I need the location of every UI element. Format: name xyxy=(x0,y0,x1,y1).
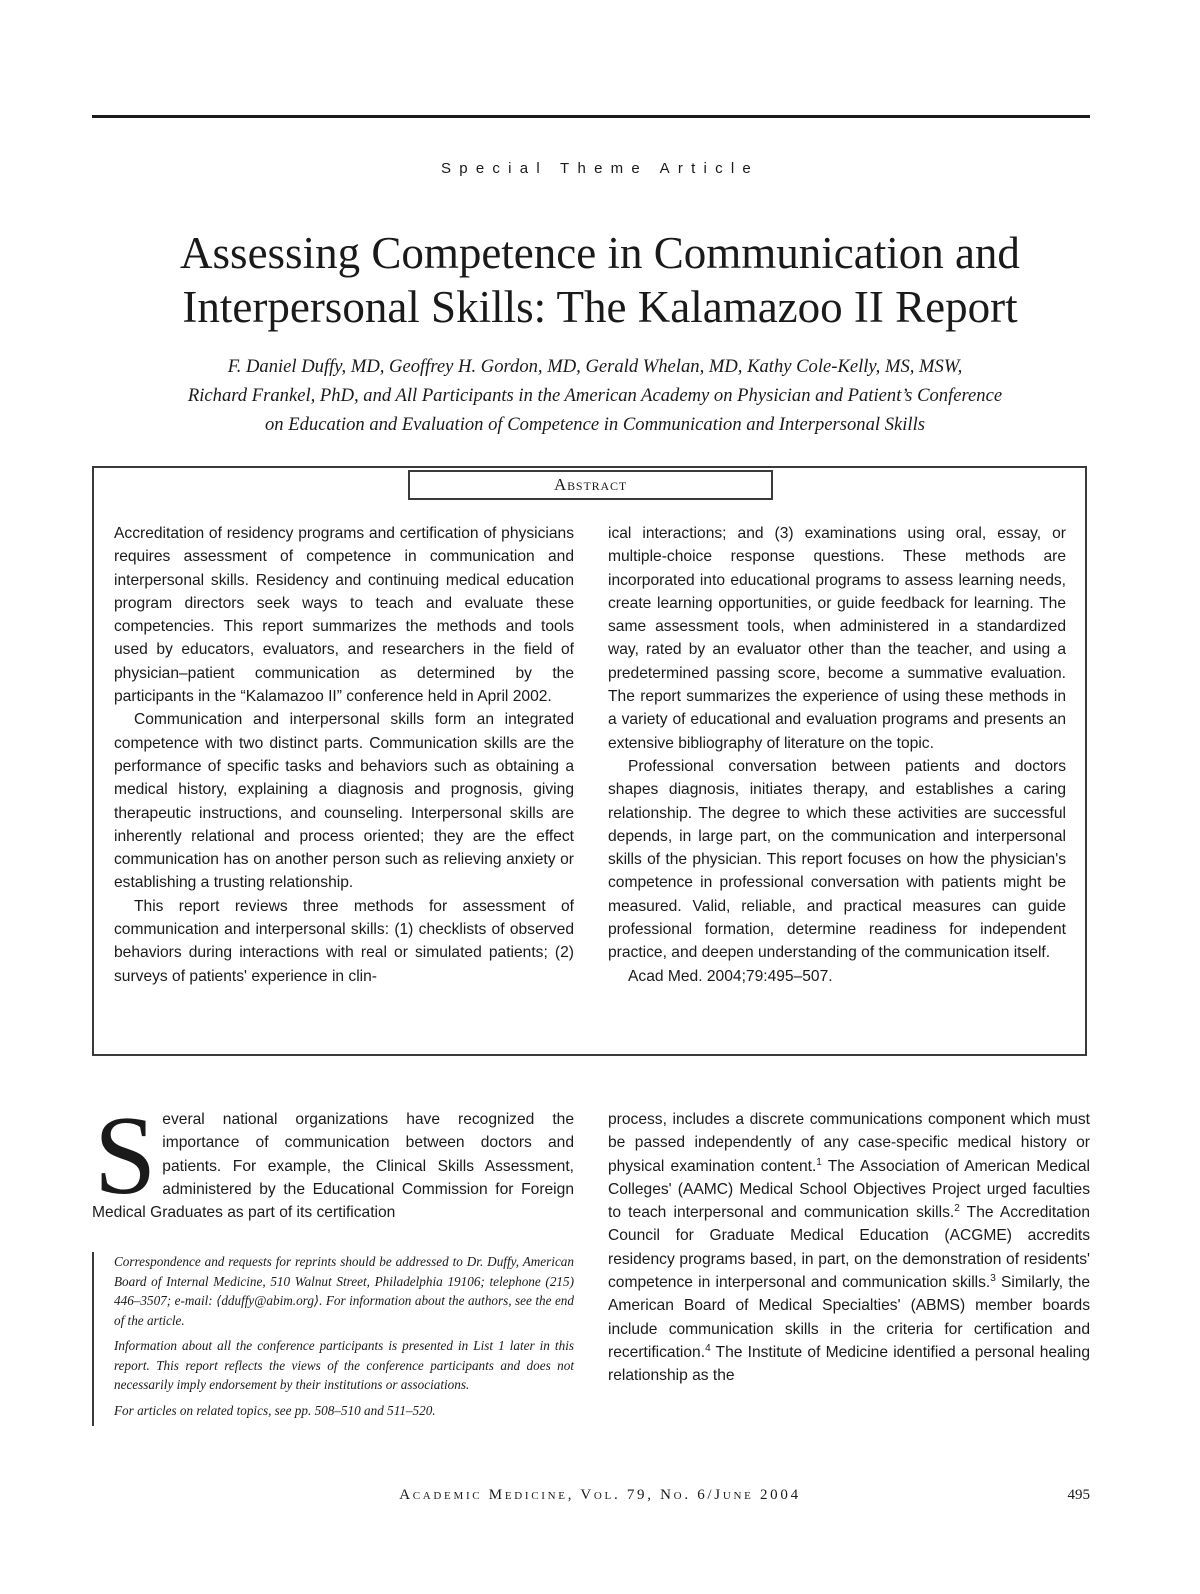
author-list xyxy=(80,352,1110,439)
abstract-left-column xyxy=(114,522,574,988)
reference-marker: 2 xyxy=(954,1203,960,1214)
article-title xyxy=(60,226,1140,334)
abstract-paragraph: This report reviews three methods for assessment of communication and interpersonal skills: (1) checklists of observed behaviors during interactions with real or simulated patients; (2) surveys of patients' experience in clin- xyxy=(114,897,574,985)
page-number: 495 xyxy=(1067,1487,1090,1503)
reference-marker: 1 xyxy=(816,1156,822,1168)
abstract-paragraph: ical interactions; and (3) examinations using oral, essay, or multiple-choice response questions. These methods are incorporated into educational programs to assess learning needs, create learning opportunities, or guide feedback for learning. The same assessment tools, when administered in a standardized way, rated by an evaluator other than the teacher, and using a predetermined passing score, become a summative evaluation. The report summarizes the experience of using these methods in a variety of educational and evaluation programs and presents an extensive bibliography of literature on the topic. xyxy=(608,525,1066,752)
drop-cap: S xyxy=(94,1094,157,1218)
author-line-1: F. Daniel Duffy, MD, Geoffrey H. Gordon, MD, Gerald Whelan, MD, Kathy Cole-Kelly, MS, MSW, xyxy=(227,356,963,377)
body-text: The Institute of Medicine identified a personal healing relationship as the xyxy=(608,1343,1090,1385)
body-paragraph xyxy=(608,1108,1090,1388)
body-text: The Association of American Medical Colleges' (AAMC) Medical School Objectives Project urged faculties to teach interpersonal and communication skills. xyxy=(608,1157,1090,1222)
abstract-heading: Abstract xyxy=(408,470,773,500)
abstract-paragraph: Accreditation of residency programs and certification of physicians requires assessment of competence in communication and interpersonal skills. Residency and continuing medical education program directors seek ways to teach and evaluate these competencies. This report summarizes the methods and tools used by educators, evaluators, and researchers in the field of physician–patient communication as determined by the participants in the “Kalamazoo II” conference held in April 2002. xyxy=(114,525,574,706)
footnote-related-articles: For articles on related topics, see pp. 508–510 and 511–520. xyxy=(114,1402,436,1418)
top-rule xyxy=(92,115,1090,118)
running-footer: Academic Medicine, Vol. 79, No. 6/June 2004 xyxy=(399,1487,801,1503)
body-right-column xyxy=(608,1108,1090,1388)
body-text: Similarly, the American Board of Medical Specialties' (ABMS) member boards include communication skills in the criteria for certification and recertification. xyxy=(608,1274,1090,1361)
article-type-kicker: Special Theme Article xyxy=(440,160,760,177)
title-line-2: Interpersonal Skills: The Kalamazoo II Report xyxy=(182,282,1018,332)
footnote-correspondence: Correspondence and requests for reprints should be addressed to Dr. Duffy, American Board of Internal Medicine, 510 Walnut Street, Philadelphia 19106; telephone (215) 446–3507; e-mail: ⟨dduffy@abim.org⟩. For information about the authors, see the end of the article. xyxy=(114,1254,574,1328)
body-intro-text: everal national organizations have recognized the importance of communication between doctors and patients. For example, the Clinical Skills Assessment, administered by the Educational Commission for Foreign Medical Graduates as part of its certification xyxy=(92,1111,574,1222)
body-left-column xyxy=(92,1094,574,1224)
title-line-1: Assessing Competence in Communication and xyxy=(180,228,1020,278)
body-text: The Accreditation Council for Graduate Medical Education (ACGME) accredits residency programs based, in part, on the demonstration of residents' competence in interpersonal and communication skills. xyxy=(608,1204,1090,1292)
abstract-paragraph: Communication and interpersonal skills form an integrated competence with two distinct parts. Communication skills are the performance of specific tasks and behaviors such as obtaining a medical history, explaining a diagnosis and prognosis, giving therapeutic instructions, and counseling. Interpersonal skills are inherently relational and process oriented; they are the effect communication has on another person such as relieving anxiety or establishing a trusting relationship. xyxy=(114,711,574,892)
reference-marker: 3 xyxy=(990,1272,996,1284)
reference-marker: 4 xyxy=(705,1342,711,1354)
correspondence-footnote xyxy=(92,1252,574,1426)
author-line-2: Richard Frankel, PhD, and All Participants in the American Academy on Physician and Patient’s Conference xyxy=(187,385,1003,406)
author-line-3: on Education and Evaluation of Competence in Communication and Interpersonal Skills xyxy=(265,414,925,435)
abstract-paragraph: Professional conversation between patients and doctors shapes diagnosis, initiates therapy, and establishes a caring relationship. The degree to which these activities are successful depends, in large part, on the communication and interpersonal skills of the physician. This report focuses on how the physician's competence in professional conversation with patients might be measured. Valid, reliable, and practical measures can guide professional formation, determine readiness for independent practice, and deepen understanding of the communication itself. xyxy=(608,757,1066,962)
body-intro-paragraph xyxy=(92,1094,574,1224)
footnote-participants: Information about all the conference participants is presented in List 1 later in this report. This report reflects the views of the conference participants and does not necessarily imply endorsement by their institutions or associations. xyxy=(114,1338,574,1392)
body-text: process, includes a discrete communications component which must be passed independently of any case-specific medical history or physical examination content. xyxy=(608,1111,1090,1175)
abstract-right-column xyxy=(608,522,1066,988)
abstract-citation: Acad Med. 2004;79:495–507. xyxy=(628,967,833,985)
